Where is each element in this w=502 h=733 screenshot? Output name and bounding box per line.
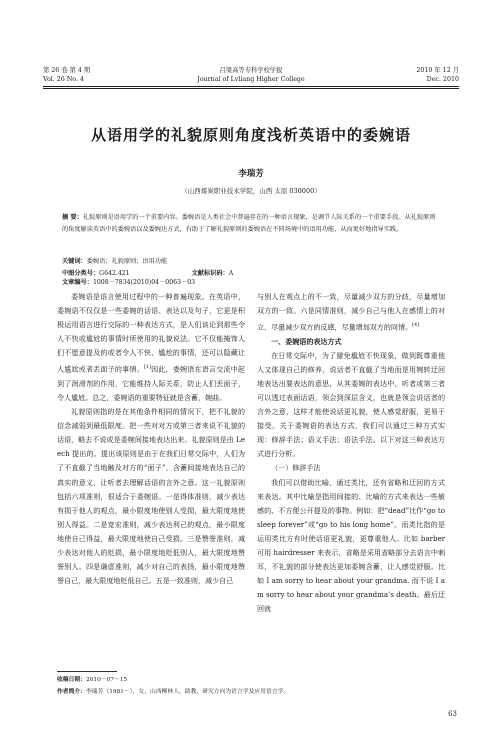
footnote-rule (57, 671, 117, 672)
article-number: 文章编号：1008－7834(2010)04－0063－03 (62, 279, 196, 286)
body-paragraph: 礼貌原则指的是在其他条件相同的情况下，把不礼貌的信念减弱到最低限度。把一些对对方或第三者来说不礼貌的话语，略去不说或是委婉间接地表达出来。礼貌原则是由 Leech 提出的。提出该原则是由于在我们日常交际中，人们为了不直截了当地触及对方的“面子”，含蓄间接地表达自己的真实的意义，让听者去理解话语的言外之意。这一礼貌原则包括六项准则，很适合于委婉语。一是得体准则，减少表达有损于他人的观点，最小限度地使别人受损，最大限度地使别人得益。二是宽宏准则，减少表达利己的观点，最小限度地使自己得益，最大限度地使自己受损。三是赞誉准则，减少表达对他人的贬损，最小限度地贬低别人，最大限度地赞誉别人。四是谦虚准则，减少对自己的表扬，最小限度地赞誉自己，最大限度地贬低自己。五是一致准则，减少自己 (57, 407, 245, 586)
journal-name-header: 吕梁高等专科学校学报 Journal of Lvliang Higher College (197, 67, 305, 83)
body-column-left (57, 290, 245, 588)
classification-line (62, 268, 440, 286)
abstract-text: 礼貌原则是语用学的一个重要内容。委婉语是人类社会中普遍存在的一种语言现象，是调节人际关系的一个重要手段。从礼貌原则的角度解读英语中的委婉语以及委婉达方式，有助于了解礼貌原则的委婉语在不同场境中的语用功能，从而更好地指导实践。 (62, 214, 436, 233)
clc-number: 中图分类号：G642.421 (62, 270, 130, 277)
author-affiliation: （山西煤炭职业技术学院，山西 太原 030000） (181, 187, 321, 195)
keywords: 关键词：委婉语；礼貌原则；语用功能 (62, 258, 168, 265)
section-heading: 一、委婉语的表达方式 (271, 336, 342, 346)
subsection-heading: （一）修辞手法 (271, 463, 321, 473)
body-paragraph: 在日常交际中，为了避免尴尬不快现象，做到既尊重他人又体现自己的修养，说话者不直截了当地而是用婉转迂回地表达出要表达的意思，从其委婉的表达中，听者或第三者可以透过表面话语，领会到深层含义，也就是领会说话者的言外之意，这样才能使说话更礼貌，使人感觉舒服，更易于接受。关于委婉语的表达方式，我们可以通过三种方式实现：修辞手法；语义手法；语法手法。以下对这三种表达方式进行分析。 (257, 350, 445, 459)
body-paragraph: 委婉语是语言使用过程中的一种普遍现象。在英语中，委婉语不仅仅是一些委婉的话语、表达以及句子，它更是积极运用语言进行交际的一种表达方式，是人们谈论到那些令人不快或尴尬的事情时所使用的礼貌说法。它不仅能掩饰人们不愿意提及的或者令人不快、尴尬的事情，还可以隐藏让人尴尬或者丢面子的事情。[1]因此，委婉语在语言交流中起到了润滑剂的作用，它能维持人际关系，防止人们丢面子，令人尴尬。总之，委婉语的重要特征就是含蓄，婉曲。 (57, 292, 245, 402)
abstract (62, 212, 440, 235)
body-paragraph: 与别人在观点上的不一致，尽量减少双方的分歧，尽量增加双方的一致。六是同情准则，减少自己与他人在感情上的对立，尽量减少双方的反感，尽量增加双方的同情。[4] (257, 292, 445, 332)
journal-volume-header: 第 26 卷 第 4 期 Vol. 26 No. 4 (43, 67, 91, 83)
journal-date-header: 2010 年 12 月 Dec. 2010 (416, 67, 459, 83)
page-number: 63 (448, 710, 457, 718)
body-paragraph: 我们可以借助比喻，通过类比，还有省略和迂回的方式来表达。其中比喻是指用间接的、比喻的方式来表达一些敏感的、不方便公开提及的事物。例如：把“dead”比作“go to sleep forever”或“go to his long home”。而类比指的是运用类比方有时使话语更礼貌，更尊重他人。比如 barber 可用 hairdresser 来表示，省略是采用省略部分去语言中刺耳，不礼貌的部分使表达更加委婉含蓄，让人感觉舒服。比如 I am sorry to hear about your grandma. 而不说 I am sorry to hear about your grandma’s death。最后迂回就 (257, 477, 445, 614)
paper-title: 从语用学的礼貌原则角度浅析英语中的委婉语 (90, 126, 411, 144)
footnote-received: 收稿日期：2010－07－15 (57, 677, 128, 683)
header-rule-bottom (43, 88, 459, 89)
document-code: 文献标识码：A (191, 270, 234, 277)
footnote-author-bio: 作者简介：李瑞芳（1981－），女，山西柳林人，助教，研究方向为语言学及应用语言学。 (57, 689, 290, 695)
header-rule-top (43, 86, 459, 87)
paper-author: 李瑞芳 (238, 169, 264, 179)
abstract-label: 摘 要： (62, 214, 83, 221)
body-column-right (257, 290, 445, 617)
